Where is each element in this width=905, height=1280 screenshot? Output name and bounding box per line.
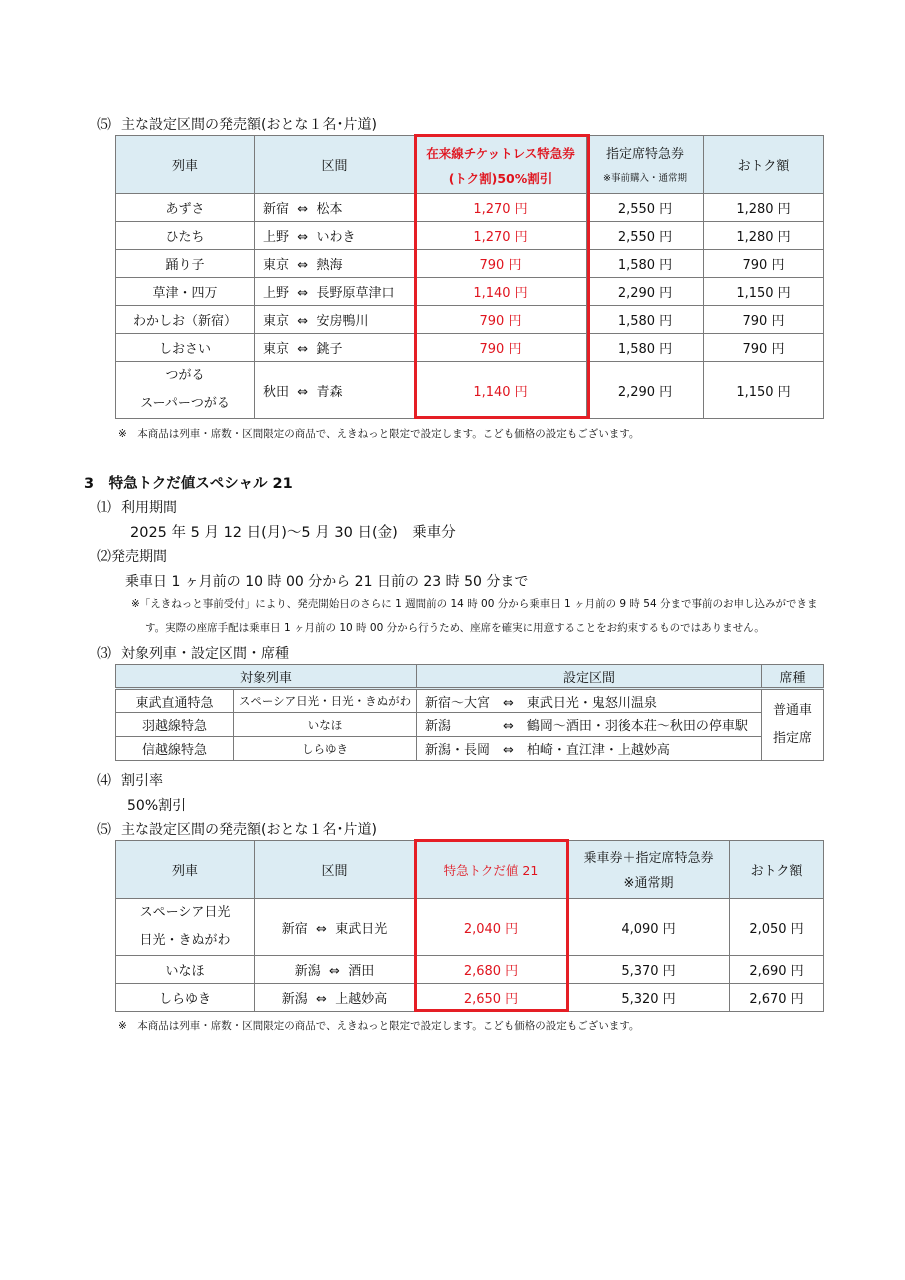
col-header-target-train: 対象列車 (116, 665, 417, 689)
target-label: ⑶ 対象列車・設定区間・席種 (97, 646, 289, 662)
table-row: ひたち 上野 ⇔ いわき 1,270 円 2,550 円 1,280 円 (116, 222, 824, 250)
col-header-ticketless: 在来線チケットレス特急券 (トク割)50%割引 (415, 136, 587, 194)
table-row: スペーシア日光 日光・きぬがわ 新宿 ⇔ 東武日光 2,040 円 4,090 円 2,050 円 (116, 899, 824, 956)
fare-table-2 (115, 840, 824, 1012)
table-row: あずさ 新宿 ⇔ 松本 1,270 円 2,550 円 1,280 円 (116, 194, 824, 222)
col-header-train: 列車 (116, 841, 255, 899)
table-row: 東武直通特急 スペーシア日光・日光・きぬがわ 新宿～大宮 ⇔ 東武日光・鬼怒川温泉 普通車 指定席 (116, 689, 824, 713)
discount-value: 50%割引 (127, 798, 187, 814)
table-row: しらゆき 新潟 ⇔ 上越妙高 2,650 円 5,320 円 2,670 円 (116, 984, 824, 1012)
col-header-train: 列車 (116, 136, 255, 194)
section-3-title: 3 特急トクだ値スペシャル 21 (84, 476, 293, 492)
table-row: 踊り子 東京 ⇔ 熱海 790 円 1,580 円 790 円 (116, 250, 824, 278)
period-label: ⑴ 利用期間 (97, 500, 177, 516)
col-header-tokudane: 特急トクだ値 21 (415, 841, 568, 899)
col-header-route: 区間 (255, 136, 415, 194)
seat-type: 普通車 指定席 (762, 689, 824, 761)
col-header-reserved: 指定席特急券 ※事前購入・通常期 (587, 136, 704, 194)
fare-table-1-note: ※ 本商品は列車・席数・区間限定の商品で、えきねっと限定で設定します。こども価格の設定もございます。 (118, 428, 640, 440)
col-header-regular: 乗車券＋指定席特急券 ※通常期 (568, 841, 730, 899)
col-header-savings: おトク額 (704, 136, 824, 194)
col-header-route: 区間 (255, 841, 415, 899)
table-row: 信越線特急 しらゆき 新潟・長岡 ⇔ 柏崎・直江津・上越妙高 (116, 737, 824, 761)
table-row: 草津・四万 上野 ⇔ 長野原草津口 1,140 円 2,290 円 1,150 円 (116, 278, 824, 306)
fare-table-2-heading: ⑸ 主な設定区間の発売額(おとな１名･片道) (97, 822, 377, 838)
period-value: 2025 年 5 月 12 日(月)～5 月 30 日(金) 乗車分 (130, 525, 456, 541)
sale-period-note-2: す。実際の座席手配は乗車日 1 ヶ月前の 10 時 00 分から行うため、座席を確実に用意することをお約束するものではありません。 (145, 622, 765, 634)
table-row: わかしお（新宿） 東京 ⇔ 安房鴨川 790 円 1,580 円 790 円 (116, 306, 824, 334)
table-row: つがる スーパーつがる 秋田 ⇔ 青森 1,140 円 2,290 円 1,150 円 (116, 362, 824, 419)
col-header-savings: おトク額 (730, 841, 824, 899)
sale-period-note-1: ※「えきねっと事前受付」により、発売開始日のさらに 1 週間前の 14 時 00 分から乗車日 1 ヶ月前の 9 時 54 分まで事前のお申し込みができま (131, 598, 818, 610)
discount-label: ⑷ 割引率 (97, 773, 163, 789)
col-header-seat: 席種 (762, 665, 824, 689)
sale-period-value: 乗車日 1 ヶ月前の 10 時 00 分から 21 日前の 23 時 50 分まで (125, 574, 529, 590)
table-row: 羽越線特急 いなほ 新潟 ⇔ 鶴岡～酒田・羽後本荘～秋田の停車駅 (116, 713, 824, 737)
sale-period-label: ⑵発売期間 (97, 549, 167, 565)
target-trains-table (115, 664, 824, 761)
col-header-target-route: 設定区間 (417, 665, 762, 689)
fare-table-1 (115, 135, 824, 419)
table-row: いなほ 新潟 ⇔ 酒田 2,680 円 5,370 円 2,690 円 (116, 956, 824, 984)
table-row: しおさい 東京 ⇔ 銚子 790 円 1,580 円 790 円 (116, 334, 824, 362)
fare-table-1-heading: ⑸ 主な設定区間の発売額(おとな１名･片道) (97, 117, 377, 133)
fare-table-2-note: ※ 本商品は列車・席数・区間限定の商品で、えきねっと限定で設定します。こども価格の設定もございます。 (118, 1020, 640, 1032)
